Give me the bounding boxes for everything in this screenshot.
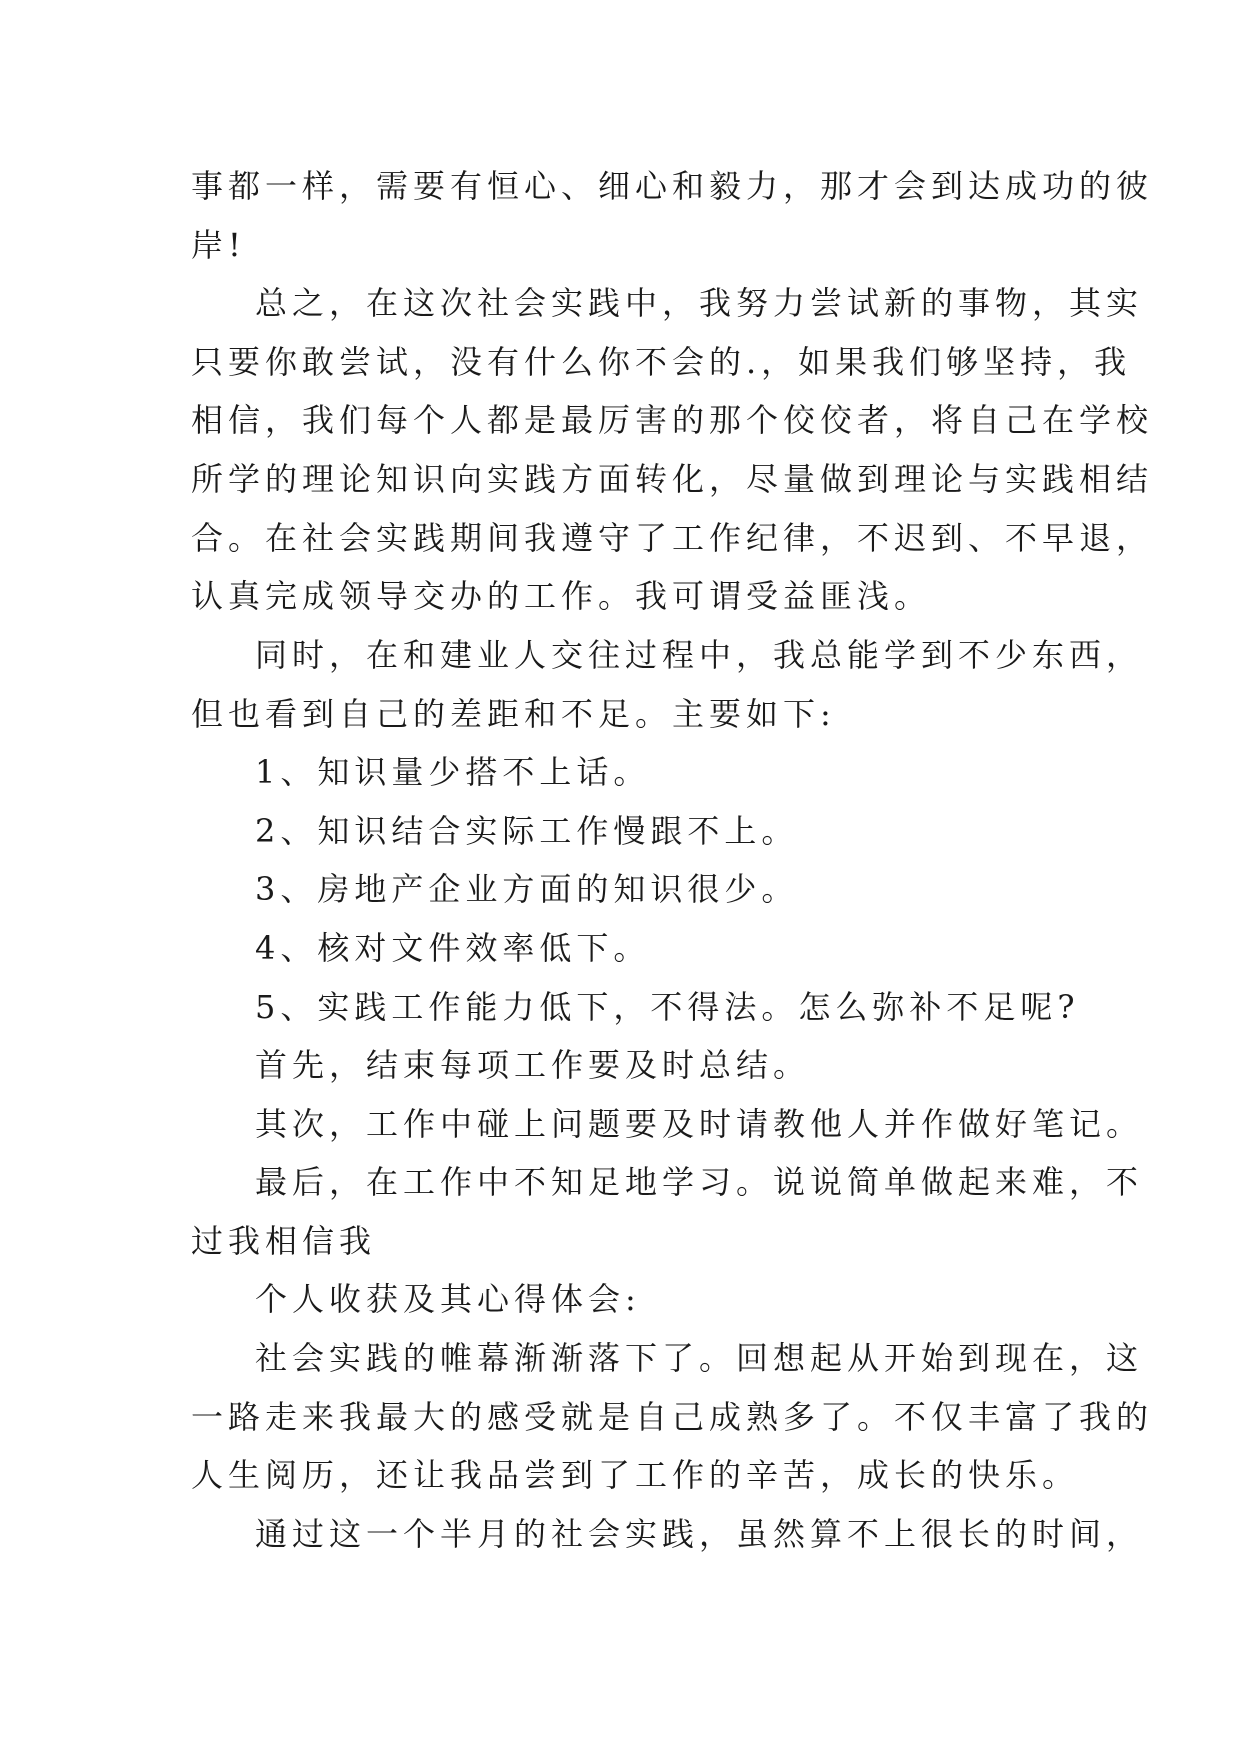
- text-line: 其次，工作中碰上问题要及时请教他人并作做好笔记。: [255, 1105, 1144, 1143]
- text-line: 过我相信我: [191, 1222, 377, 1260]
- list-item: 3、房地产企业方面的知识很少。: [255, 870, 799, 908]
- text-line: 人生阅历，还让我品尝到了工作的辛苦，成长的快乐。: [191, 1456, 1080, 1494]
- text-line: 同时，在和建业人交往过程中，我总能学到不少东西，: [255, 636, 1144, 674]
- text-line: 社会实践的帷幕渐渐落下了。回想起从开始到现在，这: [255, 1339, 1144, 1377]
- text-line: 岸!: [191, 226, 246, 264]
- text-line: 一路走来我最大的感受就是自己成熟多了。不仅丰富了我的: [191, 1398, 1154, 1436]
- text-line: 事都一样，需要有恒心、细心和毅力，那才会到达成功的彼: [191, 167, 1154, 205]
- list-item: 2、知识结合实际工作慢跟不上。: [255, 812, 799, 850]
- text-line: 合。在社会实践期间我遵守了工作纪律，不迟到、不早退，: [191, 519, 1154, 557]
- text-line: 认真完成领导交办的工作。我可谓受益匪浅。: [191, 577, 932, 615]
- text-line: 相信，我们每个人都是最厉害的那个佼佼者，将自己在学校: [191, 401, 1154, 439]
- list-item: 4、核对文件效率低下。: [255, 929, 651, 967]
- text-line: 所学的理论知识向实践方面转化，尽量做到理论与实践相结: [191, 460, 1154, 498]
- text-line: 最后，在工作中不知足地学习。说说简单做起来难，不: [255, 1163, 1144, 1201]
- text-line: 通过这一个半月的社会实践，虽然算不上很长的时间，: [255, 1515, 1144, 1553]
- list-item: 5、实践工作能力低下，不得法。怎么弥补不足呢?: [255, 988, 1080, 1026]
- text-line: 但也看到自己的差距和不足。主要如下:: [191, 695, 836, 733]
- list-item: 1、知识量少搭不上话。: [255, 753, 651, 791]
- text-line: 只要你敢尝试，没有什么你不会的.，如果我们够坚持，我: [191, 343, 1132, 381]
- section-heading: 个人收获及其心得体会:: [255, 1280, 641, 1318]
- text-line: 首先，结束每项工作要及时总结。: [255, 1046, 811, 1084]
- text-line: 总之，在这次社会实践中，我努力尝试新的事物，其实: [255, 284, 1144, 322]
